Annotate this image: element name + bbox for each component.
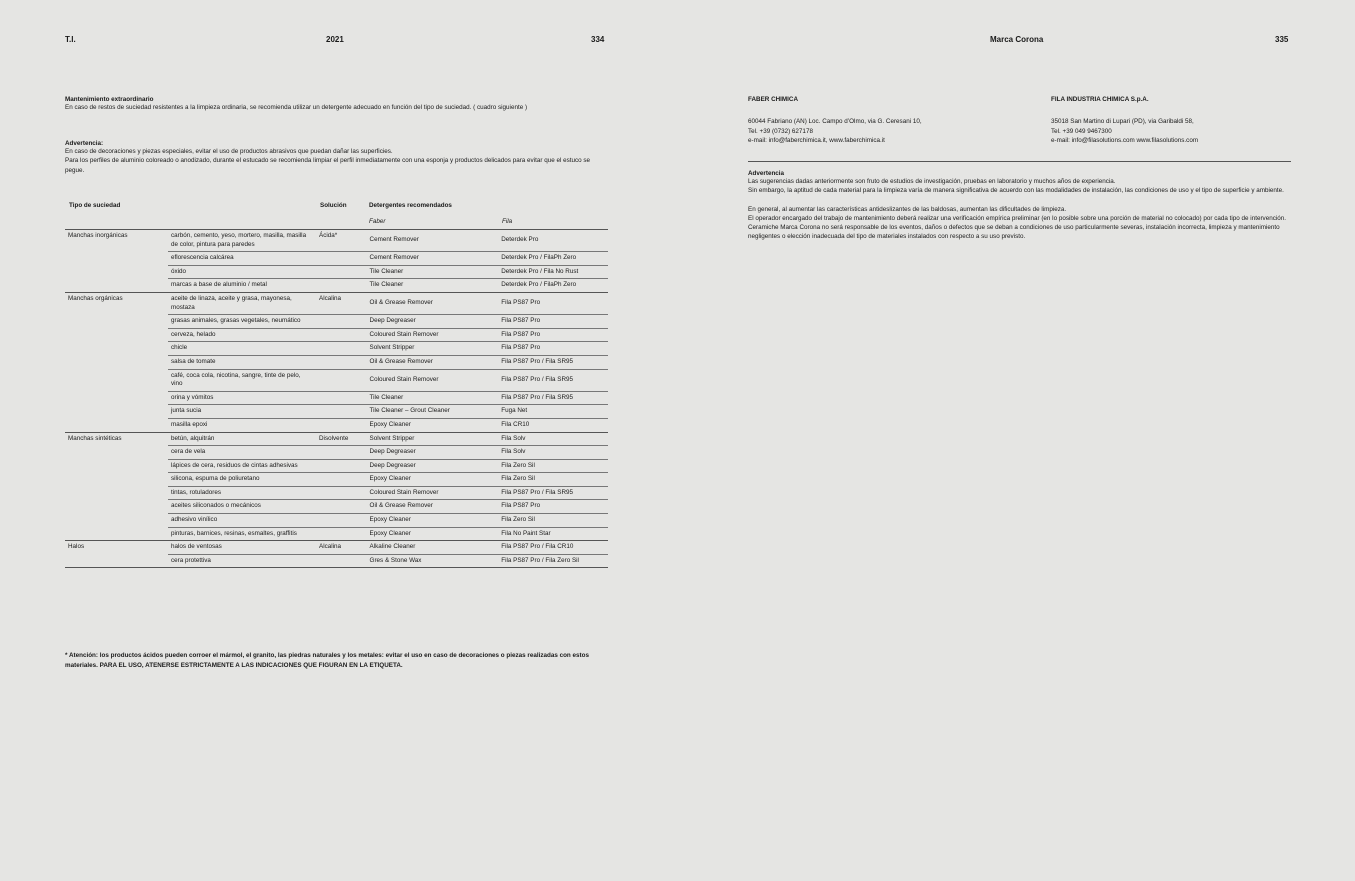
stain-cell: junta sucia	[171, 407, 202, 415]
group-solution: Disolvente	[319, 434, 349, 442]
faber-product: Epoxy Cleaner	[369, 516, 411, 524]
faber-product: Gres & Stone Wax	[369, 556, 422, 564]
stain-cell: cera protettiva	[171, 556, 211, 564]
page-number-right: 335	[1275, 35, 1289, 44]
faber-address: 60044 Fabriano (AN) Loc. Campo d’Olmo, via G. Ceresani 10,	[748, 118, 922, 125]
faber-product: Tile Cleaner	[369, 267, 404, 275]
faber-product: Solvent Stripper	[369, 434, 415, 442]
fila-product: Deterdek Pro	[501, 236, 539, 244]
fila-product: Deterdek Pro / FilaPh Zero	[501, 281, 577, 289]
acid-warning-note: * Atención: los productos ácidos pueden corroer el mármol, el granito, las piedras naturales y los metales: evitar el uso en caso de decoraciones o piezas realizadas con estos materiales. PARA EL USO, ATENERSE ESTRICTAMENTE A LAS INDICACIONES QUE FIGURAN EN LA ETIQUETA.	[65, 652, 589, 669]
table-row	[168, 230, 608, 252]
faber-product: Tile Cleaner – Grout Cleaner	[369, 407, 450, 415]
faber-product: Epoxy Cleaner	[369, 529, 411, 537]
fila-product: Fila PS87 Pro	[501, 330, 541, 338]
faber-product: Coloured Stain Remover	[369, 330, 439, 338]
faber-product: Cement Remover	[369, 236, 419, 244]
table-row	[168, 392, 608, 406]
header-faber: Faber	[369, 218, 386, 225]
table-row	[168, 329, 608, 343]
table-row	[168, 541, 608, 555]
fila-product: Deterdek Pro / FilaPh Zero	[501, 254, 577, 262]
cleaning-table	[65, 199, 608, 568]
group-name: Manchas sintéticas	[68, 434, 122, 442]
maintenance-title: Mantenimiento extraordinario	[65, 96, 154, 103]
section-divider	[748, 161, 1291, 162]
table-header	[65, 199, 608, 229]
table-row	[168, 405, 608, 419]
header-left-code: T.I.	[65, 35, 76, 44]
table-row	[168, 528, 608, 541]
group-name: Manchas inorgánicas	[68, 232, 128, 239]
table-row	[168, 446, 608, 460]
fila-product: Fila Solv	[501, 448, 526, 456]
table-row	[168, 293, 608, 315]
stain-cell: eflorescencia calcárea	[171, 254, 234, 262]
table-bottom-rule	[65, 567, 608, 568]
advisory-p3: En general, al aumentar las características antideslizantes de las baldosas, aumentan las dificultades de limpieza.	[748, 205, 1067, 213]
advisory-title: Advertencia	[748, 170, 785, 177]
fila-name: FILA INDUSTRIA CHIMICA S.p.A.	[1051, 96, 1149, 103]
faber-product: Deep Degreaser	[369, 448, 416, 456]
faber-product: Deep Degreaser	[369, 461, 416, 469]
faber-product: Coloured Stain Remover	[369, 488, 439, 496]
table-group	[65, 292, 608, 432]
stain-cell: óxido	[171, 267, 187, 275]
maintenance-section	[65, 96, 610, 112]
stain-cell: halos de ventosas	[171, 543, 222, 551]
stain-cell: grasas animales, grasas vegetales, neumático	[171, 317, 301, 325]
faber-product: Cement Remover	[369, 254, 419, 262]
table-row	[168, 315, 608, 329]
fila-product: Fila PS87 Pro	[501, 344, 541, 352]
table-row	[168, 473, 608, 487]
table-group	[65, 229, 608, 292]
warning-text-2: Para los perfiles de aluminio coloreado o anodizado, durante el estucado se recomienda limpiar el perfil inmediatamente con una esponja y productos delicados para evitar que el estuco se pegue.	[65, 157, 591, 174]
group-solution: Ácida*	[319, 232, 338, 239]
faber-product: Epoxy Cleaner	[369, 420, 411, 428]
fila-product: Fila Zero Sil	[501, 461, 535, 469]
stain-cell: chicle	[171, 344, 188, 352]
fila-product: Fila PS87 Pro	[501, 299, 541, 307]
stain-cell: betún, alquitrán	[171, 434, 215, 442]
table-body	[65, 229, 608, 568]
stain-cell: lápices de cera, residuos de cintas adhesivas	[171, 461, 298, 469]
fila-phone: Tel. +39 049 9467300	[1051, 127, 1112, 135]
faber-product: Coloured Stain Remover	[369, 375, 439, 383]
maintenance-text: En caso de restos de suciedad resistentes a la limpieza ordinaria, se recomienda utilizar un detergente adecuado en función del tipo de suciedad. ( cuadro siguiente )	[65, 104, 528, 111]
table-row	[168, 555, 608, 568]
table-row	[168, 514, 608, 528]
table-row	[168, 460, 608, 474]
fila-product: Fila PS87 Pro / Fila Zero Sil	[501, 556, 579, 564]
fila-product: Fila PS87 Pro / Fila CR10	[501, 543, 574, 551]
advisory-p4: El operador encargado del trabajo de mantenimiento deberá realizar una verificación empírica preliminar (en lo posible sobre una porción de material no colocado) por cada tipo de intervención. Ceramiche Marca Corona no será responsable de los eventos, daños o defectos que se deban a condiciones de uso particularmente severas, instalación incorrecta, limpieza y mantenimiento negligentes o elección inadecuada del tipo de materiales instalados con respecto a su uso previsto.	[748, 214, 1286, 241]
faber-product: Oil & Grease Remover	[369, 357, 433, 365]
header-fila: Fila	[502, 218, 513, 225]
header-brand: Marca Corona	[990, 35, 1044, 44]
header-detergents: Detergentes recomendados	[369, 202, 452, 209]
faber-product: Oil & Grease Remover	[369, 502, 433, 510]
stain-cell: aceite de linaza, aceite y grasa, mayonesa, mostaza	[171, 294, 292, 311]
faber-phone: Tel. +39 (0732) 627178	[748, 127, 813, 135]
advisory-section	[748, 170, 1293, 242]
fila-product: Fila PS87 Pro / Fila SR95	[501, 488, 573, 496]
table-row	[168, 342, 608, 356]
header-year: 2021	[326, 35, 344, 44]
fila-product: Fila PS87 Pro	[501, 317, 541, 325]
faber-product: Deep Degreaser	[369, 317, 416, 325]
faber-product: Tile Cleaner	[369, 281, 404, 289]
stain-cell: carbón, cemento, yeso, mortero, masilla, masilla de color, pintura para paredes	[171, 232, 307, 248]
stain-cell: pinturas, barnices, resinas, esmaltes, graffitis	[171, 529, 297, 537]
faber-product: Solvent Stripper	[369, 344, 415, 352]
faber-contact	[748, 96, 1008, 146]
stain-cell: adhesivo vinílico	[171, 516, 218, 524]
table-group	[65, 540, 608, 567]
stain-cell: masilla epoxi	[171, 420, 208, 428]
faber-name: FABER CHIMICA	[748, 96, 799, 103]
stain-cell: salsa de tomate	[171, 357, 216, 365]
table-group	[65, 432, 608, 541]
fila-product: Fuga Net	[501, 407, 528, 415]
fila-contact	[1051, 96, 1311, 146]
stain-cell: orina y vómitos	[171, 393, 214, 401]
faber-email: e-mail: info@faberchimica.it, www.faberchimica.it	[748, 137, 885, 144]
table-row	[168, 252, 608, 266]
fila-product: Deterdek Pro / Fila No Rust	[501, 267, 579, 275]
group-name: Manchas orgánicas	[68, 294, 123, 302]
fila-product: Fila Zero Sil	[501, 475, 535, 483]
fila-product: Fila PS87 Pro	[501, 502, 541, 510]
stain-cell: cerveza, helado	[171, 330, 216, 338]
fila-product: Fila PS87 Pro / Fila SR95	[501, 393, 573, 401]
table-row	[168, 433, 608, 447]
fila-product: Fila CR10	[501, 420, 530, 428]
fila-product: Fila PS87 Pro / Fila SR95	[501, 375, 573, 383]
table-row	[168, 266, 608, 280]
faber-product: Tile Cleaner	[369, 393, 404, 401]
fila-email: e-mail: info@filasolutions.com www.filasolutions.com	[1051, 137, 1199, 144]
stain-cell: marcas a base de aluminio / metal	[171, 281, 267, 289]
warning-text-1: En caso de decoraciones y piezas especiales, evitar el uso de productos abrasivos que puedan dañar las superficies.	[65, 148, 393, 155]
stain-cell: café, coca cola, nicotina, sangre, tinte de pelo, vino	[171, 371, 301, 388]
fila-product: Fila PS87 Pro / Fila SR95	[501, 357, 573, 365]
header-solution: Solución	[320, 202, 347, 209]
faber-product: Alkaline Cleaner	[369, 543, 416, 551]
stain-cell: aceites siliconados o mecánicos	[171, 502, 261, 510]
table-row	[168, 279, 608, 292]
group-solution: Alcalina	[319, 543, 342, 551]
table-row	[168, 356, 608, 370]
fila-product: Fila No Paint Star	[501, 529, 551, 537]
group-solution: Alcalina	[319, 294, 342, 302]
stain-cell: silicona, espuma de poliuretano	[171, 475, 260, 483]
stain-cell: tintas, rotuladores	[171, 488, 222, 496]
faber-product: Oil & Grease Remover	[369, 299, 433, 307]
table-row	[168, 487, 608, 501]
fila-product: Fila Zero Sil	[501, 516, 535, 524]
faber-product: Epoxy Cleaner	[369, 475, 411, 483]
page-number-left: 334	[591, 35, 605, 44]
warning-title: Advertencia:	[65, 140, 104, 147]
table-row	[168, 370, 608, 392]
fila-product: Fila Solv	[501, 434, 526, 442]
header-dirt-type: Tipo de suciedad	[69, 202, 121, 209]
table-row	[168, 419, 608, 432]
advisory-p2: Sin embargo, la aptitud de cada material para la limpieza varía de manera significativa de acuerdo con las modalidades de instalación, las condiciones de uso y el tipo de superficie y ambiente.	[748, 187, 1284, 195]
table-row	[168, 500, 608, 514]
advisory-p1: Las sugerencias dadas anteriormente son fruto de estudios de investigación, pruebas en laboratorio y muchos años de experiencia.	[748, 178, 1116, 185]
warning-section	[65, 140, 610, 175]
stain-cell: cera de vela	[171, 448, 206, 456]
fila-address: 35018 San Martino di Lupari (PD), via Garibaldi 58,	[1051, 118, 1194, 125]
group-name: Halos	[68, 543, 85, 551]
